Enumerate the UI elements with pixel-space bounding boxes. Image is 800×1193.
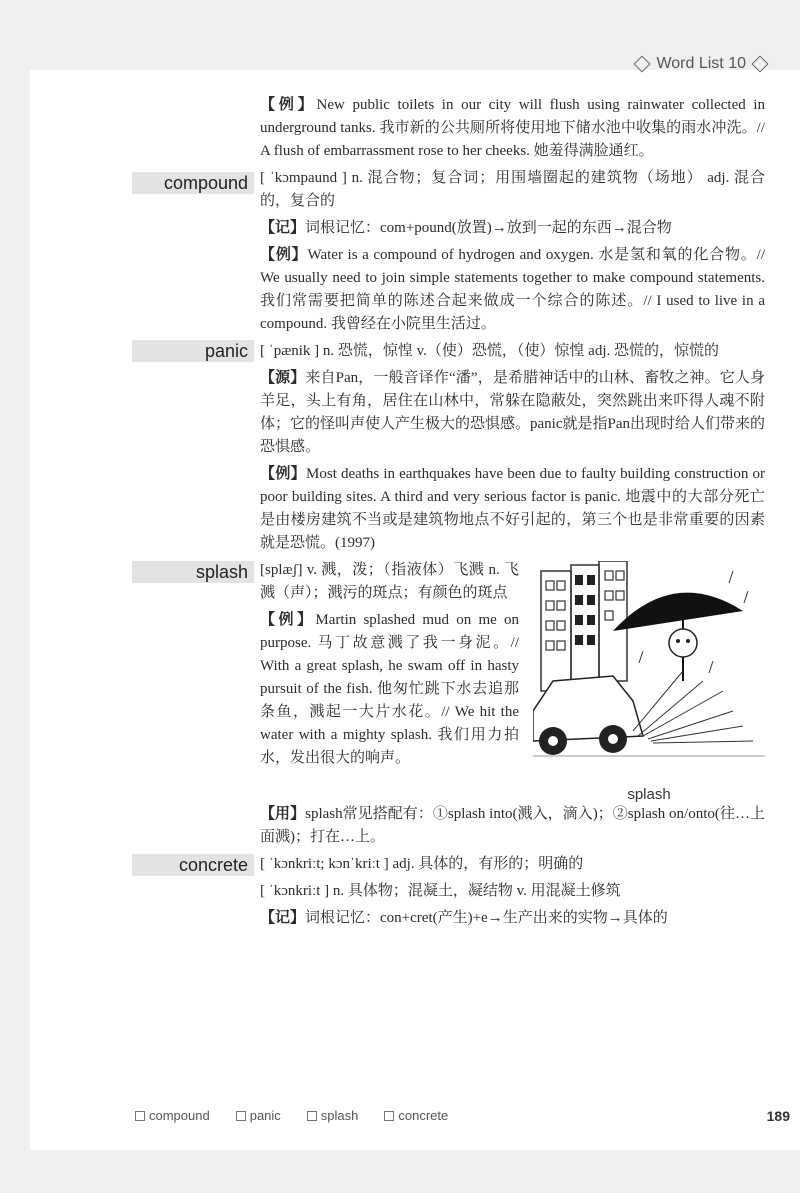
checkbox-icon bbox=[307, 1111, 317, 1121]
page-footer bbox=[135, 1108, 790, 1123]
page-number: 189 bbox=[766, 1107, 790, 1124]
splash-example-tag: 【例】 bbox=[260, 612, 316, 628]
illustration-caption: splash bbox=[627, 786, 671, 803]
compound-example-text: Water is a compound of hydrogen and oxygen. 水是氢和氧的化合物。// We usually need to join simple statements together to make compound statements. 我们常需要把简单的陈述合起来做成一个综合的陈述。// I used to live in a compound. 我曾经在小院里生活过。 bbox=[260, 247, 765, 332]
panic-source-text: 来自Pan，一般音译作“潘”，是希腊神话中的山林、畜牧之神。它人身羊足，头上有角，居住在山林中，常躲在隐蔽处，突然跳出来吓得人魂不附体；它的怪叫声使人产生极大的恐惧感。panic就是指Pan出现时给人们带来的恐惧感。 bbox=[260, 370, 765, 455]
compound-definition: [ ˈkɔmpaund ] n. 混合物；复合词；用围墙圈起的建筑物（场地） adj. 混合的，复合的 bbox=[260, 170, 765, 209]
compound-memo-tag: 【记】 bbox=[260, 220, 306, 236]
splash-definition: [splæʃ] v. 溅，泼；（指液体）飞溅 n. 飞溅（声）；溅污的斑点；有颜色的斑点 bbox=[260, 562, 519, 601]
headword-splash: splash bbox=[132, 561, 254, 583]
intro-tag: 【例】 bbox=[260, 97, 317, 113]
entry-panic bbox=[204, 340, 765, 555]
headword-panic: panic bbox=[132, 340, 254, 362]
panic-source-tag: 【源】 bbox=[260, 370, 306, 386]
footer-item-label: panic bbox=[249, 1108, 281, 1123]
footer-item-compound bbox=[135, 1108, 210, 1123]
checkbox-icon bbox=[236, 1111, 246, 1121]
intro-text: New public toilets in our city will flush using rainwater collected in underground tanks. 我市新的公共厕所将使用地下储水池中收集的雨水冲洗。// A flush of embarrassment rose to her cheeks. 她羞得满脸通红。 bbox=[260, 97, 765, 159]
splash-usage-text: splash常见搭配有：①splash into(溅入，滴入)；②splash on/onto(往…上面溅)；打在…上。 bbox=[260, 806, 765, 845]
diamond-right-icon bbox=[752, 56, 769, 73]
page-header bbox=[636, 55, 766, 73]
content bbox=[163, 94, 765, 934]
panic-source bbox=[260, 367, 765, 459]
concrete-definition-2: [ ˈkɔnkriːt ] n. 具体物；混凝土，凝结物 v. 用混凝土修筑 bbox=[260, 883, 621, 899]
checkbox-icon bbox=[384, 1111, 394, 1121]
compound-memo-text: 词根记忆：com+pound(放置)→放到一起的东西→混合物 bbox=[305, 220, 672, 236]
compound-example bbox=[260, 244, 765, 336]
entry-concrete bbox=[178, 853, 765, 930]
footer-item-concrete bbox=[384, 1108, 448, 1123]
entry-compound bbox=[163, 167, 765, 336]
footer-item-splash bbox=[307, 1108, 359, 1123]
footer-item-label: splash bbox=[320, 1108, 359, 1123]
header-title: Word List 10 bbox=[656, 55, 746, 72]
diamond-left-icon bbox=[634, 56, 651, 73]
compound-memo bbox=[260, 217, 765, 240]
panic-example-text: Most deaths in earthquakes have been due to faulty building construction or poor building sites. A third and very serious factor is panic. 地震中的大部分死亡是由楼房建筑不当或是建筑物地点不好引起的，第三个也是非常重要的因素就是恐慌。(1997) bbox=[260, 466, 765, 551]
splash-usage bbox=[260, 803, 765, 849]
intro-example bbox=[260, 94, 765, 163]
concrete-memo-tag: 【记】 bbox=[260, 910, 306, 926]
splash-usage-tag: 【用】 bbox=[260, 806, 306, 822]
footer-item-label: compound bbox=[149, 1108, 210, 1123]
concrete-memo-text: 词根记忆：con+cret(产生)+e→生产出来的实物→具体的 bbox=[305, 910, 668, 926]
footer-item-label: concrete bbox=[398, 1108, 449, 1123]
panic-example bbox=[260, 463, 765, 555]
panic-example-tag: 【例】 bbox=[260, 466, 307, 482]
splash-drawing bbox=[533, 561, 765, 773]
checkbox-icon bbox=[135, 1111, 145, 1121]
concrete-memo bbox=[260, 907, 765, 930]
headword-compound: compound bbox=[132, 172, 254, 194]
footer-item-panic bbox=[236, 1108, 281, 1123]
splash-illustration bbox=[533, 561, 765, 801]
panic-definition: [ ˈpænik ] n. 恐慌，惊惶 v.（使）恐慌，（使）惊惶 adj. 恐慌的，惊慌的 bbox=[260, 343, 720, 359]
compound-example-tag: 【例】 bbox=[260, 247, 308, 263]
splash-example-text: Martin splashed mud on me on purpose. 马丁故意溅了我一身泥。// With a great splash, he swam off in hasty pursuit of the fish. 他匆忙跳下水去追那条鱼，溅起一大片水花。// We hit the water with a mighty splash. 我们用力拍水，发出很大的响声。 bbox=[260, 612, 519, 766]
entry-splash bbox=[195, 559, 765, 849]
headword-concrete: concrete bbox=[132, 854, 254, 876]
concrete-definition-1: [ ˈkɔnkriːt; kɔnˈkriːt ] adj. 具体的，有形的；明确的 bbox=[260, 856, 584, 872]
